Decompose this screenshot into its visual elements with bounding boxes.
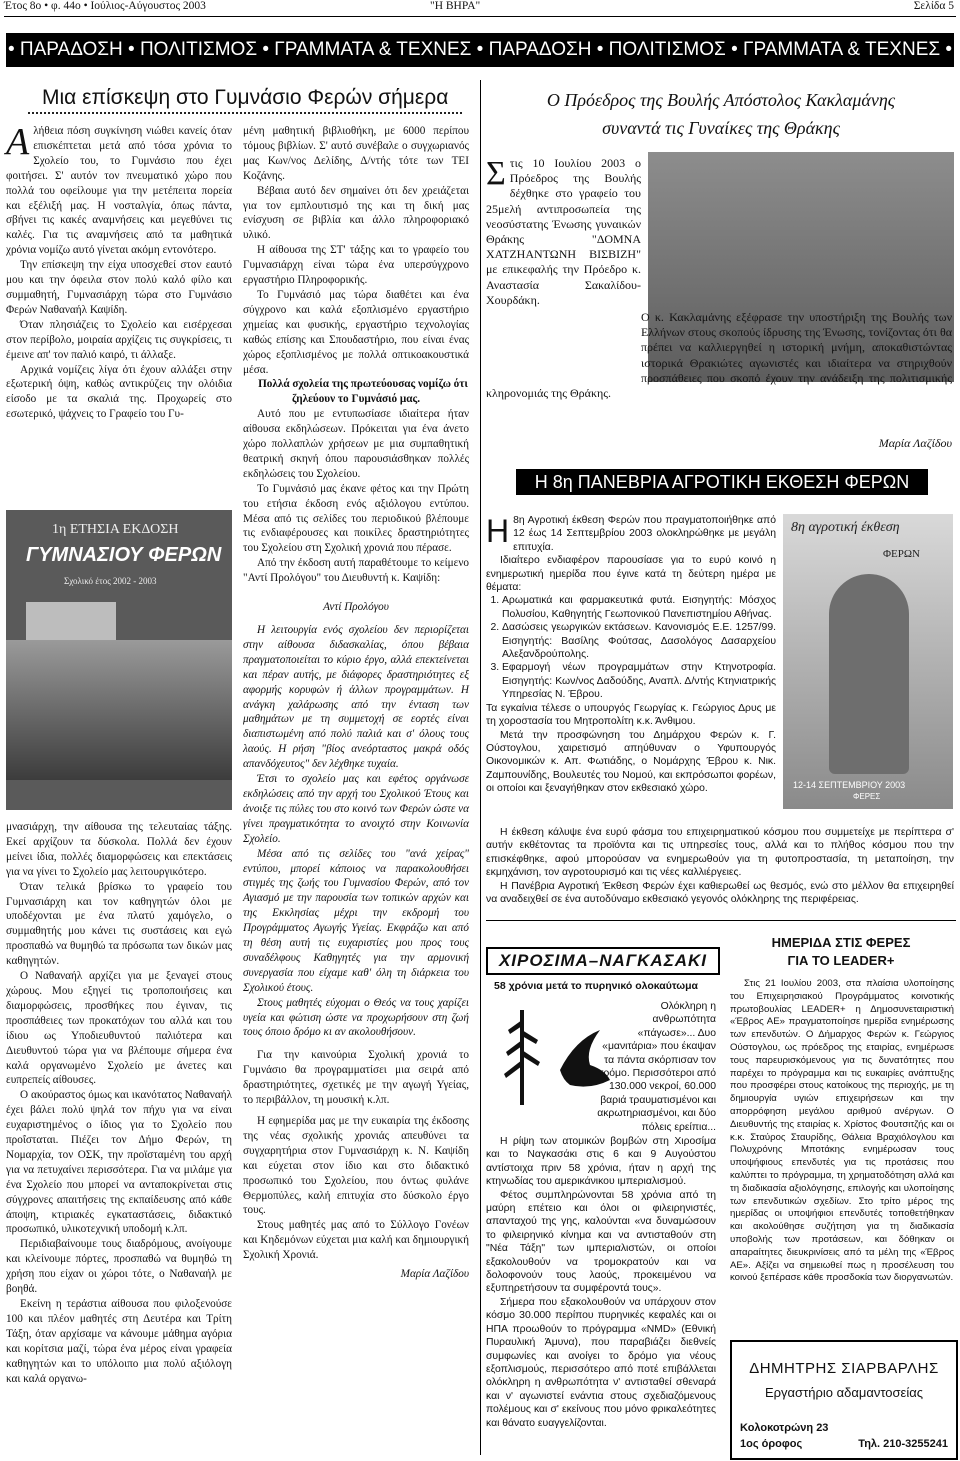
gym-c2-1: μένη μαθητική βιβλιοθήκη, με 6000 περίπου τόμους βιβλίων. Σ' αυτό συνέβαλε ο συγχωριανός μας Κων/νος Δελίδης, Δ/ντής τότε των ΤΕΙ Κοζάνης. [243, 125, 469, 182]
agro-p1: 8η Αγροτική έκθεση Φερών που πραγματοποιήθηκε από 12 έως 14 Σεπτεμβρίου 2003 ολοκληρώθηκε με μεγάλη επιτυχία. [513, 515, 776, 553]
ad-address: Κολοκοτρώνη 23 [740, 1422, 829, 1434]
president-title-2: συναντά τις Γυναίκες της Θράκης [602, 118, 840, 138]
cover-line3: Σχολικό έτος 2002 - 2003 [64, 576, 157, 586]
gym-c2-3: Η αίθουσα της ΣΤ' τάξης και το γραφείο του Γυμνασιάρχη είναι τώρα ένα υπερσύγχρονο εργαστήριο Πληροφορικής. [243, 244, 469, 287]
gym-article-title: Μια επίσκεψη στο Γυμνάσιο Φερών σήμερα [42, 86, 449, 109]
gym-p2: Την επίσκεψη την είχα υποσχεθεί στον εαυτό μου και την όφειλα στον πολύ καλό φίλο και συμμαθητή, Γυμνασιάρχη τώρα στο Γυμνάσιο Φερών Ναθαναήλ Καψίδη. [6, 259, 232, 316]
ad-business: Εργαστήριο αδαμαντοσείας [764, 1385, 924, 1400]
gym-c2-6: Αυτό που με εντυπωσίασε ιδιαίτερα ήταν αίθουσα εκδηλώσεων. Πρόκειται για ένα άνετο χώρο πολλαπλών χρήσεων με μια συμπαθητική θεατρική σκηνή όπου παρουσιάσθηκαν πολλές εκδηλώσεις του Σχολείου. [243, 408, 469, 480]
prologue-3: Μέσα από τις σελίδες του "ανά χείρας" εντύπου, μπορεί κάποιος να παρακολουθήσει στιγμές της ζωής του Γυμνασίου Φερών, από τον Αγιασμό με την παρουσία των τοπικών αρχών και της Εκκλησίας μέχρι την εκδρομή του Προγράμματος Αγωγής Υγείας. Εκφράζω και από τη θέση αυτή τις ευχαριστίες μου προς τους συναδέλφους Καθηγητές για την αρμονική συνεργασία που είχαμε καθ' όλη τη διάρκεια του Σχολικού έτους. [243, 847, 469, 994]
hiroshima-p3: Φέτος συμπληρώνονται 58 χρόνια από τη μαύρη επέτειο και όλοι οι φιλειρηνιστές, απανταχού της γης, καλούνται «να δυναμώσουν το φιλειρηνικό κίνημα και να αντισταθούν στη "Νέα Τάξη" των ιμπεριαλιστών, οι οποίοι εξακολουθούν να τρομοκρατούν και να δολοφονούν τους λαούς, προκειμένου να εξυπηρετήσουν τα συμφέροντά τους». [486, 1189, 716, 1295]
agro-item-3: 3. Εφαρμογή νέων προγραμμάτων στην Κτηνοτροφία. Εισηγητής: Κων/νος Δαδούδης, Αναπλ. Δ/ντής Κτηνιατρικής Υπηρεσίας Ν. Έβρου. [502, 661, 776, 701]
poster-line1: 8η αγροτική έκθεση [791, 520, 900, 535]
president-title [486, 86, 956, 142]
president-signature: Μαρία Λαζίδου [878, 436, 952, 450]
ad-name: ΔΗΜΗΤΡΗΣ ΣΙΑΡΒΑΡΛΗΣ [749, 1360, 939, 1377]
prologue-2: Έτσι το σχολείο μας και εφέτος οργάνωσε εκδηλώσεις από την αρχή του Σχολικού Έτους και άνοιξε τις πύλες του στο κοινό των Φερών ώστε να γίνει πραγματικότητα το ανοιχτό στην Κοινωνία Σχολείο. [243, 773, 469, 845]
poster-place: ΦΕΡΕΣ [853, 792, 881, 801]
gym-p4: Αρχικά νομίζεις λίγα ότι έχουν αλλάξει στην εξωτερική όψη, καθώς αντικρύζεις την ολόιδια είσοδο με τα σκαλιά της. Προχωρείς στο εσωτερικό, ψάχνεις το Γραφείο του Γυ- [6, 363, 232, 421]
leader-title [728, 934, 954, 970]
yearbook-cover-image [6, 510, 232, 810]
agro-p6: Η Πανέβρια Αγροτική Έκθεση Φερών έχει καθιερωθεί ως θεσμός, ενώ στο μέλλον θα επιχειρηθεί να αναδειχθεί σε ένα αυτοδύναμο εκθεσιακό γεγονός ολόκληρης της περιφέρειας. [486, 880, 954, 906]
gym-end-1: Για την καινούρια Σχολική χρονιά το Γυμνάσιο θα προγραμματίσει μια σειρά από δραστηριότητες, σχετικές με την αγωγή Υγείας, το περιβάλλον, τη μουσική κ.λπ. [243, 1049, 469, 1107]
agro-text-bottom [486, 826, 954, 906]
hiroshima-title: ΧΙΡΟΣΙΜΑ–ΝΑΓΚΑΣΑΚΙ [498, 951, 708, 970]
leader-body [730, 978, 954, 1285]
hiroshima-p2: Η ρίψη των ατομικών βομβών στη Χιροσίμα και το Ναγκασάκι στις 6 και 9 Αυγούστου αντίστοιχα πριν 58 χρόνια, ήταν η αρχή της κτηνωδίας του αμερικάνικου ιμπεριαλισμού. [486, 1136, 716, 1188]
agro-item-1: 1. Αρωματικά και φαρμακευτικά φυτά. Εισηγητής: Μόσχος Πολυσίου, Καθηγητής Γεωπονικού Πανεπιστημίου Αθήνας. [502, 594, 776, 621]
agro-item-2: 2. Δασώσεις γεωργικών εκτάσεων. Κανονισμός Ε.Ε. 1257/99. Εισηγητής: Βασίλης Φούτσας, Δασολόγος Δασαρχείου Αλεξανδρούπολης. [502, 621, 776, 661]
title-dotted-rule [28, 112, 462, 114]
gym-c2-5: Πολλά σχολεία της πρωτεύουσας νομίζω ότι ζηλεύουν το Γυμνάσιό μας. [258, 378, 468, 406]
gym-b1: μνασιάρχη, την αίθουσα της τελευταίας τάξης. Εκεί αρχίζουν τα δύσκολα. Πολλά δεν έχουν μείνει ίδια, πολλές διαμορφώσεις και επεκτάσεις για να γίνει το Σχολείο μας λειτουργικότερο. [6, 821, 232, 878]
gym-b4: Ο ακούραστος όμως και ικανότατος Ναθαναήλ έχει βάλει πολύ ψηλά τον πήχυ για να είναι ευχαριστημένος ο ίδιος για το Σχολείο που πρoΐσταται. Πιέζει τον Δήμο Φερών, τη Νομαρχία, τον ΟΣΚ, την προϊσταμένη του αρχή για να πετυχαίνει περισσότερα. Για να μιλάμε για ένα Σχολείο που μπορεί να ανταποκρίνεται στις σύγχρονες απαιτήσεις της εκπαίδευσης από κάθε άποψη, κτιριακές εγκαταστάσεις, διδακτικό προσωπικό, υλικοτεχνική υποδομή κ.λπ. [6, 1089, 232, 1236]
section-banner: • ΠΑΡΑΔΟΣΗ • ΠΟΛΙΤΙΣΜΟΣ • ΓΡΑΜΜΑΤΑ & ΤΕΧΝΕΣ • ΠΑΡΑΔΟΣΗ • ΠΟΛΙΤΙΣΜΟΣ • ΓΡΑΜΜΑΤΑ & ΤΕΧΝΕΣ • [6, 33, 954, 67]
column-divider [480, 80, 481, 1455]
cover-line2: ΓΥΜΝΑΣΙΟΥ ΦΕΡΩΝ [26, 544, 222, 566]
dropcap: Α [6, 121, 30, 163]
poster-figure [829, 574, 909, 774]
gym-end-3: Στους μαθητές μας από το Σύλλογο Γονέων και Κηδεμόνων εύχεται μια καλή και δημιουργική Σχολική Χρονιά. [243, 1219, 469, 1262]
agro-p3: Τα εγκαίνια τέλεσε ο υπουργός Γεωργίας κ. Γεώργιος Δρυς με τη χοροστασία του Μητροπολίτη κ.κ. Άνθιμου. [486, 702, 776, 728]
prologue-4: Στους μαθητές εύχομαι ο Θεός να τους χαρίζει υγεία και φώτιση ώστε να προχωρήσουν στη ζωή τους όποιο δρόμο κι αν ακολουθήσουν. [243, 996, 469, 1039]
page-number: Σελίδα 5 [913, 0, 954, 12]
students-group-image [6, 640, 232, 780]
agro-text [486, 514, 776, 796]
dove-wheat-icon [490, 1000, 554, 1110]
president-text2 [486, 310, 952, 401]
hiroshima-p1-top [596, 1000, 716, 1134]
agro-p5: Η έκθεση κάλυψε ένα ευρύ φάσμα του επιχειρηματικού κόσμου που συμμετείχε με περίπτερα σ' αυτήν εκθέτοντας τα προϊόντα και τις υπηρεσίες τους, αλλά και το πλήθος κόσμου που την επισκέφθηκε, αφού μπορούσαν να ενημερωθούν για τη φυτοπροστασία, τη μεταποίηση, την εκμηχάνιση, τον αγροτουρισμό και τις νέες καλλιέργειες. [486, 827, 954, 879]
hiroshima-title-box [486, 947, 720, 975]
agro-p2: Ιδιαίτερο ενδιαφέρον παρουσίασε για το ευρύ κοινό η ενημερωτική ημερίδα που έγινε κατά τη δεύτερη ημέρα με θέματα: [486, 555, 776, 594]
gym-end-2: Η εφημερίδα μας με την ευκαιρία της έκδοσης της νέας σχολικής χρονιάς απευθύνει τα συγχαρητήρια στον Γυμνασιάρχη κ. Ν. Καψίδη και εύχεται στον ίδιο και στο διδακτικό προσωπικό του Σχολείου, που όντως φυλάνε Θερμοπύλες, καλή επιτυχία στο δύσκολο έργο τους. [243, 1115, 469, 1217]
ad-floor: 1ος όροφος [740, 1438, 803, 1450]
hiroshima-subtitle: 58 χρόνια μετά το πυρηνικό ολοκαύτωμα [494, 980, 698, 992]
poster-dates: 12-14 ΣΕΠΤΕΜΒΡΙΟΥ 2003 [793, 780, 906, 790]
gym-col2 [243, 124, 469, 1282]
gym-c2-7: Το Γυμνάσιό μας έκανε φέτος και την Πρώτη του ετήσια έκδοση ενός αξιόλογου εντύπου. Μέσα από τις σελίδες του περιοδικού βλέπουμε τις ενδιαφέρουσες και ποικίλες δραστηριότητες του Σχολείου στη Σχολική χρονιά που πέρασε. [243, 482, 469, 555]
gym-col1-bottom [6, 820, 232, 1386]
ad-phone: Τηλ. 210-3255241 [858, 1438, 948, 1450]
leader-title-1: ΗΜΕΡΙΔΑ ΣΤΙΣ ΦΕΡΕΣ [771, 935, 911, 950]
gym-col1-top [6, 121, 232, 422]
cover-line1: 1η ΕΤΗΣΙΑ ΕΚΔΟΣΗ [52, 522, 179, 537]
header-rule [4, 16, 956, 17]
issue-info: Έτος 8ο • φ. 44ο • Ιούλιος-Αύγουστος 2003 [4, 0, 206, 12]
agro-p4: Μετά την προσφώνηση του Δημάρχου Φερών κ. Γ. Ούστογλου, χαιρετισμό απηύθυναν ο Υφυπουργός Οικονομικών κ. Απ. Φωτιάδης, ο Νομάρχης Έβρου κ. Νικ. Ζαμπουνίδης, Βουλευτές του Νομού, και εκπρόσωποι φορέων, οι οποίοι και ξεναγήθηκαν στον εκθεσιακό χώρο. [486, 729, 776, 795]
gym-p3: Όταν πλησιάζεις το Σχολείο και εισέρχεσαι στον περίβολο, μοιραία αρχίζεις τις συγκρίσεις, τι έμεινε απ' τον παλιό καιρό, τι άλλαξε. [6, 318, 232, 361]
gym-b6: Εκείνη η τεράστια αίθουσα που φιλοξενούσε 100 και πλέον μαθητές στη Δευτέρα και Τρίτη Τάξη, όταν αρχίσαμε να κάνουμε μάθημα αγόρια και κορίτσια μαζί, τώρα ένα μέρος είναι γραφεία καθηγητών και το υπόλοιπο μια πολύ αξιόλογη και καλά οργανω- [6, 1298, 232, 1385]
leader-p1: Στις 21 Ιουλίου 2003, στα πλαίσια υλοποίησης του Επιχειρησιακού Προγράμματος κοινοτικής πρωτοβουλίας LEADER+ η Δημοσυνεταιριστική «Έβρος ΑΕ» πραγματοποίησε ημερίδα ενημέρωσης των επενδυτών. Ο Δήμαρχος Φερών κ. Γεώργιος Ούστογλου, ως πρόεδρος της εταιρίας, ενημέρωσε τους παρευρισκόμενους για τις δυνατότητες που παρέχει το πρόγραμμα και τις ευκαιρίες ανάπτυξης που προσφέρει στους κατοίκους της περιοχής, με τη δημιουργία υγιών επιχειρήσεων και την απορρόφηση μεγάλου αριθμού ανέργων. Ο Διευθυντής της εταιρίας κ. Χρίστος Φουτσιτζής και οι κ.κ. Σταύρος Σταυρίδης, Θάλεια Βραχιόλογλου και Πολυχρόνης Μποτάκης ενημέρωσαν τους υποψήφιους επενδυτές για τις προτάσεις που καλύπτει το πρόγραμμα, τη χρηματοδότηση αλλά και τη διαδικασία αξιολόγησης, επιλογής και υλοποίησης των επενδυτικών σχεδίων. Στο τρίτο μέρος της ημερίδας οι υποψήφιοι επενδυτές τοποθετήθηκαν και ακολούθησε συζήτηση για τη διαδικασία υποβολής των προτάσεων, και δόθηκαν οι απαραίτητες διευκρινίσεις από τα μέλη της «Έβρος ΑΕ». Αξίζει να σημειωθεί πως η προσέλευση του κοινού ξεπέρασε κάθε προσδοκία των διοργανωτών. [730, 978, 954, 1284]
jeweler-ad [730, 1340, 958, 1460]
prologue-title: Αντί Προλόγου [323, 601, 389, 614]
hiroshima-p1: Ολόκληρη η ανθρωπότητα «πάγωσε»... Δυο «μανιτάρια» που έκαψαν τα πάντα σκόρπισαν τον τρόμο. Περισσότεροι από 130.000 νεκροί, 60.000 βαριά τραυματισμένοι και ακρωτηριασμένοι, και δύο πόλεις ερείπια... [597, 1001, 716, 1133]
president-title-1: Ο Πρόεδρος της Βουλής Απόστολος Κακλαμάνης [546, 90, 896, 110]
gym-intro: λήθεια πόση συγκίνηση νιώθει κανείς όταν επισκέπτεται μετά από τόσα χρόνια το Σχολείο του, το Γυμνάσιο που έχει φοιτήσει. Σ' αυτόν τον πνευματικό χώρο που πολλά του οφείλουμε για την μετέπειτα πορεία και εξέλιξή μας. Η νοσταλγία, όπως πάντα, σβήνει τις κακές αναμνήσεις και μεγεθύνει τις καλές. Για τις αναμνήσεις από τα μαθητικά χρόνια νομίζω αυτό γίνεται ακόμη εντονότερο. [6, 125, 232, 257]
gym-b5: Περιδιαβαίνουμε τους διαδρόμους, ανοίγουμε και κλείνουμε πόρτες, προσπαθώ να θυμηθώ τη χρήση που είχαν οι χώροι τότε, ο Ναθαναήλ με βοηθά. [6, 1238, 232, 1296]
gym-signature: Μαρία Λαζίδου [400, 1268, 469, 1281]
gym-c2-8: Από την έκδοση αυτή παραθέτουμε το κείμενο "Αντί Προλόγου" του Διευθυντή κ. Καψίδη: [243, 557, 469, 585]
president-text2-body: Ο κ. Κακλαμάνης εξέφρασε την υποστήριξη της Βουλής των Ελλήνων στους σκοπούς ίδρυσης της Ένωσης, τονίζοντας ότι θα πρέπει να καλλιεργηθεί η ιστορική μνήμη, αποκαθιστώντας ιστορικά Θρακιώτες αγωνιστές και ιδιαίτερα να στηριχθούν προσπάθειες που σκοπό έχουν την ανάδειξη της πολιτισμικής κληρονομιάς της Θράκης. [486, 310, 952, 401]
agro-rule [486, 920, 956, 921]
poster-line2: ΦΕΡΩΝ [883, 548, 920, 560]
agro-banner: Η 8η ΠΑΝΕΒΡΙΑ ΑΓΡΟΤΙΚΗ ΕΚΘΕΣΗ ΦΕΡΩΝ [516, 469, 928, 495]
gym-b2: Όταν τελικά βρίσκω το γραφείο του Γυμνασιάρχη και τον καθηγητών όλοι με υποδέχονται με ένα πλατύ χαμόγελο, ο συμμαθητής μου κάνει τις συστάσεις και εγώ προσπαθώ να θυμηθώ τα πρόσωπα των δικών μας καθηγητών. [6, 880, 232, 968]
page-header [0, 0, 960, 16]
gym-c2-2: Βέβαια αυτό δεν σημαίνει ότι δεν χρειάζεται για τον εμπλουτισμό της και τη δική μας ενίσχυση σε βιβλία και άλλο πληροφοριακό υλικό. [243, 184, 469, 242]
newspaper-name: "Η ΒΗΡΑ" [430, 0, 481, 12]
gym-b3: Ο Ναθαναήλ αρχίζει για με ξεναγεί στους χώρους. Μου εξηγεί τις τροποποιήσεις και διαμορφώσεις, προσθήκες που έγιναν, τις προσπάθειες των προκατόχων του αλλά και του ίδιου ως Υποδιευθυντού παλιότερα και Διευθυντού τώρα για να βλέπουμε σήμερα ένα καλά οργανωμένο Σχολείο με άνετες και ευπρεπείς αίθουσες. [6, 970, 232, 1087]
gym-c2-4: Το Γυμνάσιό μας τώρα διαθέτει και ένα σύγχρονο και καλά εξοπλισμένο εργαστήριο χημείας και φυσικής, εργαστήριο τεχνολογίας καθώς επίσης και Σπουδαστήριο, που είναι ένας χώρος εξοπλισμένος με πολλά οπτικοακουστικά μέσα. [243, 288, 469, 376]
president-dropcap: Σ [486, 155, 506, 192]
agro-dropcap: Η [486, 513, 510, 549]
president-intro: τις 10 Ιουλίου 2003 ο Πρόεδρος της Βουλής δέχθηκε στο γραφείο του 25μελή αντιπροσωπεία της νεοσύστατης Ένωσης γυναικών Θράκης "ΔΟΜΝΑ ΧΑΤΖΗΑΝΤΩΝΗ ΒΙΣΒΙΖΗ" με επικεφαλής την Πρόεδρο κ. Αναστασία Σακαλίδου-Χουρδάκη. [486, 156, 641, 307]
president-text1 [486, 156, 641, 308]
agro-poster-image [783, 514, 953, 809]
leader-title-2: ΓΙΑ ΤΟ LEADER+ [787, 953, 895, 968]
prologue-1: Η λειτουργία ενός σχολείου δεν περιορίζεται στην αίθουσα διδασκαλίας, όπου βέβαια πραγματοποιείται το κύριο έργο, αλλά επεκτείνεται και πέραν αυτής, με διάφορες δραστηριότητες εξ αφορμής κορυφών ή άλλων προγραμμάτων. Η ανάγκη χαλάρωσης από την ένταση των μαθημάτων με τη συμμετοχή σε εορτές είναι διαπιστωμένη από πολύ παλιά και σ' όλους τους λαούς. Η ρήση "βίος ανεόρταστος μακρά οδός απανδόχευτος" δεν λέχθηκε τυχαία. [243, 624, 469, 771]
hiroshima-p4: Σήμερα που εξακολουθούν να υπάρχουν στον κόσμο 30.000 περίπου πυρηνικές κεφαλές και οι ΗΠΑ προωθούν το πρόγραμμα «NMD» (Εθνική Πυραυλική Άμυνα), που παραβιάζει διεθνείς συμφωνίες και ανοίγει το δρόμο για νέους εξοπλισμούς, περισσότερο από ποτέ επιβάλλεται ολόκληρη η ανθρωπότητα ν' αντισταθεί σθεναρά και ν' αγωνιστεί ενάντια στους σχεδιαζόμενους πολέμους και σ' εκείνους που μόνο φρικαλεότητες και θάνατο ευαγγελίζονται. [486, 1296, 716, 1429]
hiroshima-body [486, 1135, 716, 1430]
